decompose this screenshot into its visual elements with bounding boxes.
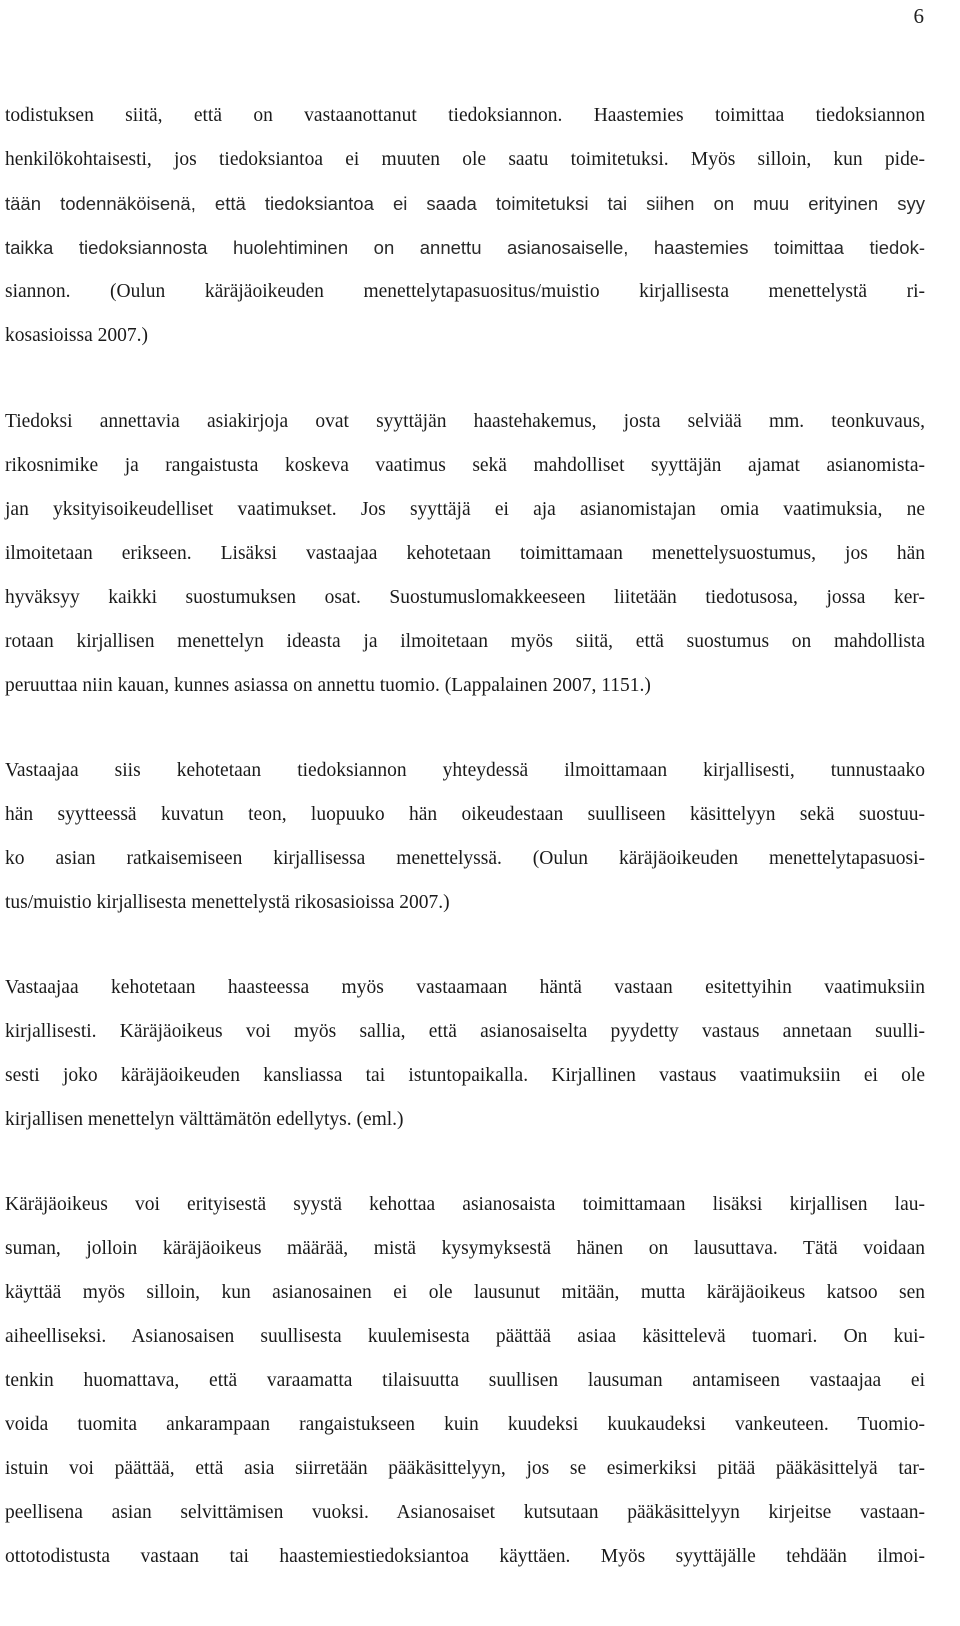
text-line: peruuttaa niin kauan, kunnes asiassa on annettu tuomio. (Lappalainen 2007, 1151.) (5, 675, 651, 696)
text-line: voida tuomita ankarampaan rangaistukseen kuin kuudeksi kuukaudeksi vankeuteen. Tuomio- (5, 1414, 925, 1435)
text-line: käyttää myös silloin, kun asianosainen ei ole lausunut mitään, mutta käräjäoikeus katsoo sen (5, 1282, 925, 1303)
text-line: kosasioissa 2007.) (5, 325, 148, 346)
text-line: todistuksen siitä, että on vastaanottanut tiedoksiannon. Haastemies toimittaa tiedoksiannon (5, 105, 925, 126)
text-line: ilmoitetaan erikseen. Lisäksi vastaajaa kehotetaan toimittamaan menettelysuostumus, jos hän (5, 543, 925, 564)
text-line: tään todennäköisenä, että tiedoksiantoa ei saada toimitetuksi tai siihen on muu erityinen syy (5, 193, 925, 214)
text-line: Tiedoksi annettavia asiakirjoja ovat syyttäjän haastehakemus, josta selviää mm. teonkuvaus, (5, 411, 925, 432)
text-line: taikka tiedoksiannosta huolehtiminen on annettu asianosaiselle, haastemies toimittaa tiedok- (5, 237, 925, 258)
text-line: suman, jolloin käräjäoikeus määrää, mistä kysymyksestä hänen on lausuttava. Tätä voidaan (5, 1238, 925, 1259)
text-line: aiheelliseksi. Asianosaisen suullisesta kuulemisesta päättää asiaa käsittelevä tuomari. On kui- (5, 1326, 925, 1347)
text-line: hän syytteessä kuvatun teon, luopuuko hän oikeudestaan suulliseen käsittelyyn sekä suostuu- (5, 804, 925, 825)
text-line: rikosnimike ja rangaistusta koskeva vaatimus sekä mahdolliset syyttäjän ajamat asianomista- (5, 455, 925, 476)
text-line: kirjallisen menettelyn välttämätön edellytys. (eml.) (5, 1109, 404, 1130)
text-line: ottotodistusta vastaan tai haastemiestiedoksiantoa käyttäen. Myös syyttäjälle tehdään ilmoi- (5, 1546, 925, 1567)
text-line: tenkin huomattava, että varaamatta tilaisuutta suullisen lausuman antamiseen vastaajaa ei (5, 1370, 925, 1391)
text-line: kirjallisesti. Käräjäoikeus voi myös sallia, että asianosaiselta pyydetty vastaus annetaan suulli- (5, 1021, 925, 1042)
text-line: jan yksityisoikeudelliset vaatimukset. Jos syyttäjä ei aja asianomistajan omia vaatimuksia, ne (5, 499, 925, 520)
text-line: istuin voi päättää, että asia siirretään pääkäsittelyyn, jos se esimerkiksi pitää pääkäsittelyä tar- (5, 1458, 925, 1479)
page-number: 6 (913, 4, 924, 28)
text-line: hyväksyy kaikki suostumuksen osat. Suostumuslomakkeeseen liitetään tiedotusosa, jossa ker- (5, 587, 925, 608)
text-line: sesti joko käräjäoikeuden kansliassa tai istuntopaikalla. Kirjallinen vastaus vaatimuksiin ei ole (5, 1065, 925, 1086)
text-line: rotaan kirjallisen menettelyn ideasta ja ilmoitetaan myös siitä, että suostumus on mahdollista (5, 631, 925, 652)
text-line: Vastaajaa kehotetaan haasteessa myös vastaamaan häntä vastaan esitettyihin vaatimuksiin (5, 977, 925, 998)
text-line: siannon. (Oulun käräjäoikeuden menettelytapasuositus/muistio kirjallisesta menettelystä ri- (5, 281, 925, 302)
text-line: tus/muistio kirjallisesta menettelystä rikosasioissa 2007.) (5, 892, 450, 913)
text-line: peellisena asian selvittämisen vuoksi. Asianosaiset kutsutaan pääkäsittelyyn kirjeitse vastaan- (5, 1502, 925, 1523)
text-line: ko asian ratkaisemiseen kirjallisessa menettelyssä. (Oulun käräjäoikeuden menettelytapasuosi- (5, 848, 925, 869)
text-line: Käräjäoikeus voi erityisestä syystä kehottaa asianosaista toimittamaan lisäksi kirjallisen lau- (5, 1194, 925, 1215)
text-line: Vastaajaa siis kehotetaan tiedoksiannon yhteydessä ilmoittamaan kirjallisesti, tunnustaako (5, 760, 925, 781)
text-line: henkilökohtaisesti, jos tiedoksiantoa ei muuten ole saatu toimitetuksi. Myös silloin, kun pide- (5, 149, 925, 170)
